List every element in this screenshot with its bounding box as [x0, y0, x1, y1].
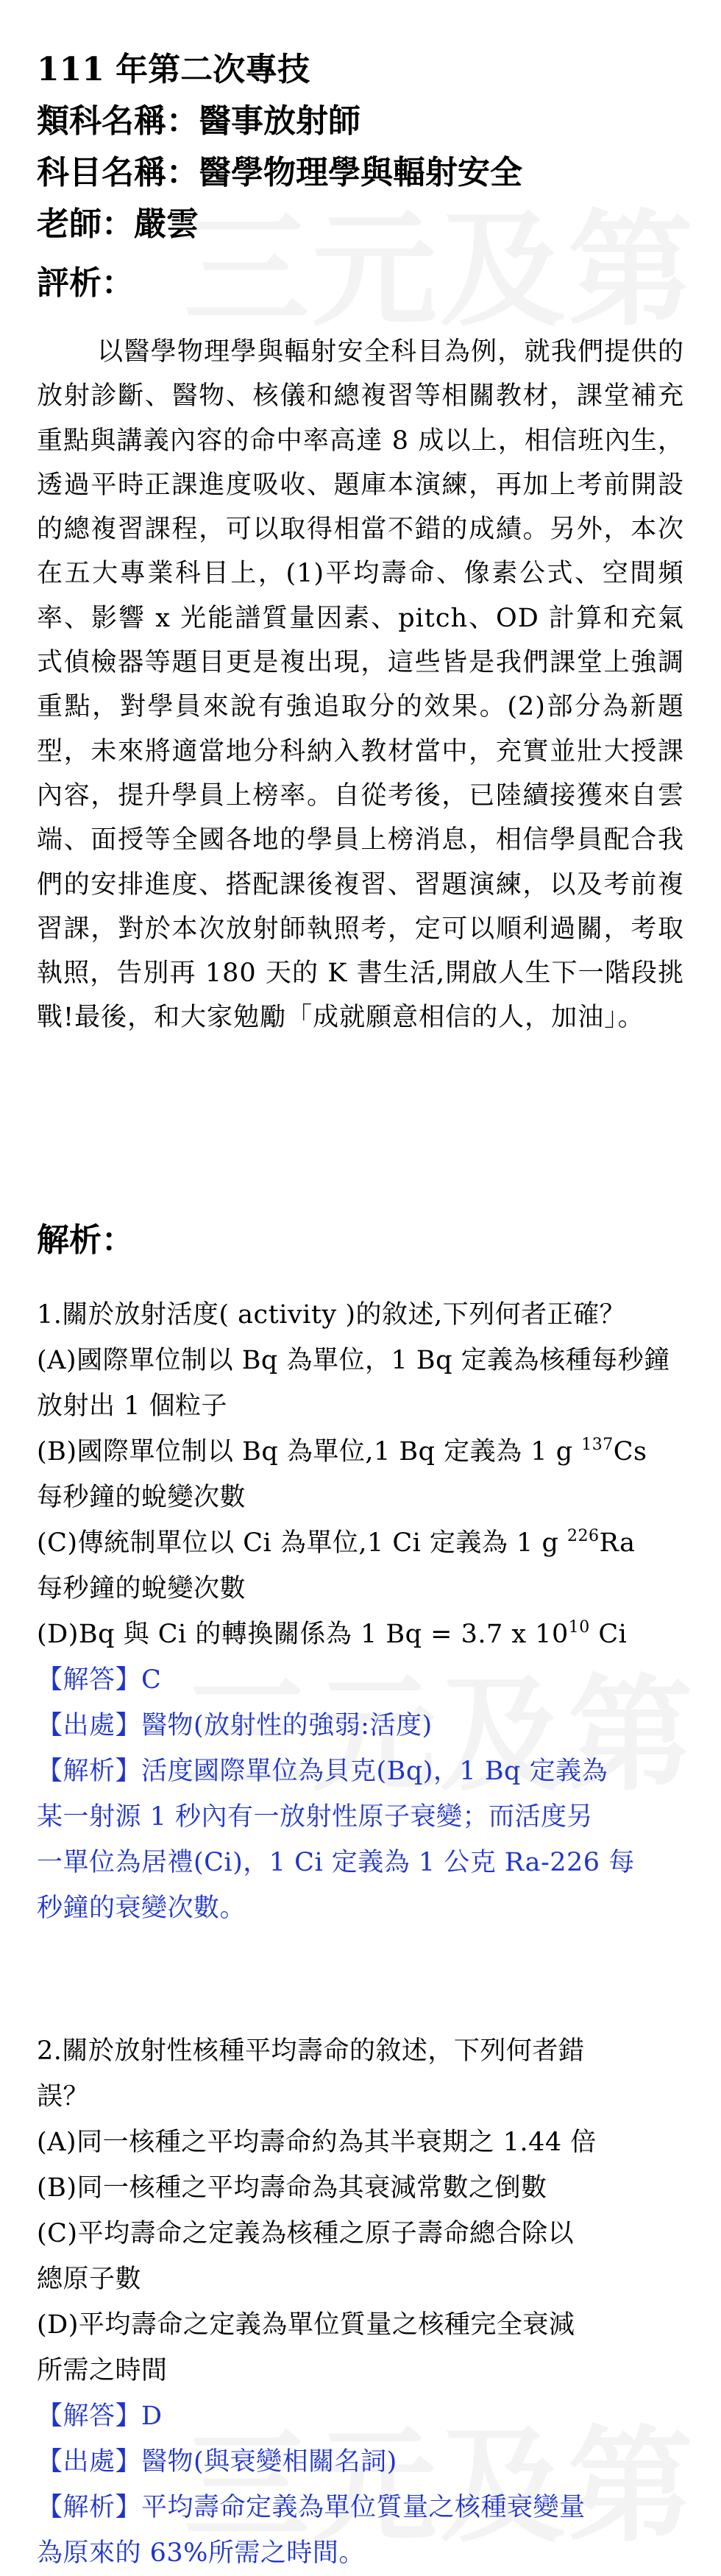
option-d-text: (D)Bq 與 Ci 的轉換關係為 1 Bq = 3.7 x 10 [37, 1620, 569, 1649]
isotope-symbol: Ra [599, 1528, 636, 1558]
exam-title: 111 年第二次專技 [37, 51, 310, 88]
explanation-line: 秒鐘的衰變次數。 [37, 1894, 246, 1923]
option-c-continued: 每秒鐘的蛻變次數 [37, 1574, 246, 1603]
analysis-paragraph: 以醫學物理學與輻射安全科目為例，就我們提供的放射診斷、醫物、核儀和總複習等相關教材，課堂補充重點與講義內容的命中率高達 8 成以上，相信班內生，透過平時正課進度吸收、題庫本演練，再加上考前開設的總複習課程，可以取得相當不錯的成績。另外，本次在五大專業科目上，(1)平均壽命、像素公式、空間頻率、影響 x 光能譜質量因素、pitch、OD 計算和充氣式偵檢器等題目更是複出現，這些皆是我們課堂上強調重點，對學員來說有強追取分的效果。(2)部分為新題型，未來將適當地分科納入教材當中，充實並壯大授課內容，提升學員上榜率。自從考後，已陸續接獲來自雲端、面授等全國各地的學員上榜消息，相信學員配合我們的安排進度、搭配課後複習、習題演練，以及考前複習課，對於本次放射師執照考，定可以順利過關，考取執照，告別再 180 天的 K 書生活,開啟人生下一階段挑戰!最後，和大家勉勵「成就願意相信的人，加油」。 [37, 337, 684, 1033]
explanation-line: 【解析】平均壽命定義為單位質量之核種衰變量 [37, 2493, 586, 2522]
exponent: 10 [568, 1618, 590, 1637]
option-c-text: (C)傳統制單位以 Ci 為單位,1 Ci 定義為 1 g [37, 1528, 567, 1558]
option-d-continued: 所需之時間 [37, 2356, 168, 2385]
option-d-unit: Ci [589, 1620, 628, 1649]
answer-line: 【解答】D [37, 2402, 163, 2431]
explanation-line: 某一射源 1 秒內有一放射性原子衰變；而活度另 [37, 1802, 594, 1832]
isotope-mass-number: 226 [566, 1527, 600, 1545]
question-1 [37, 1292, 684, 1931]
explanation-line: 一單位為居禮(Ci)，1 Ci 定義為 1 公克 Ra-226 每 [37, 1848, 635, 1877]
explanation-line: 【解析】活度國際單位為貝克(Bq)，1 Bq 定義為 [37, 1757, 608, 1786]
option-b [37, 1429, 684, 1475]
explanation-line: 為原來的 63%所需之時間。 [37, 2538, 365, 2568]
question-2 [37, 2028, 684, 2576]
option-b: (B)同一核種之平均壽命為其衰減常數之倒數 [37, 2173, 547, 2203]
option-c: (C)平均壽命之定義為核種之原子壽命總合除以 [37, 2219, 575, 2248]
analysis-heading: 評析： [37, 264, 134, 302]
option-c-continued: 總原子數 [37, 2265, 142, 2294]
option-a: (A)國際單位制以 Bq 為單位，1 Bq 定義為核種每秒鐘放射出 1 個粒子 [37, 1346, 670, 1421]
answer-line: 【解答】C [37, 1665, 162, 1695]
option-d [37, 1612, 684, 1657]
isotope-mass-number: 137 [581, 1436, 614, 1454]
teacher-name: 老師：嚴雲 [37, 205, 199, 243]
question-stem-continued: 誤？ [37, 2082, 90, 2111]
option-a: (A)同一核種之平均壽命約為其半衰期之 1.44 倍 [37, 2128, 597, 2157]
question-stem: 2.關於放射性核種平均壽命的敘述，下列何者錯 [37, 2036, 585, 2066]
option-c [37, 1520, 684, 1566]
source-line: 【出處】醫物(與衰變相關名詞) [37, 2447, 397, 2477]
category-name: 類科名稱：醫事放射師 [37, 102, 360, 140]
document-header [37, 44, 522, 250]
option-b-continued: 每秒鐘的蛻變次數 [37, 1483, 246, 1512]
solution-heading: 解析： [37, 1221, 134, 1259]
option-d: (D)平均壽命之定義為單位質量之核種完全衰減 [37, 2310, 575, 2340]
isotope-symbol: Cs [613, 1437, 647, 1467]
source-line: 【出處】醫物(放射性的強弱:活度) [37, 1711, 433, 1740]
option-b-text: (B)國際單位制以 Bq 為單位,1 Bq 定義為 1 g [37, 1437, 582, 1467]
question-stem: 1.關於放射活度( activity )的敘述,下列何者正確？ [37, 1300, 626, 1330]
subject-name: 科目名稱：醫學物理學與輻射安全 [37, 154, 522, 191]
